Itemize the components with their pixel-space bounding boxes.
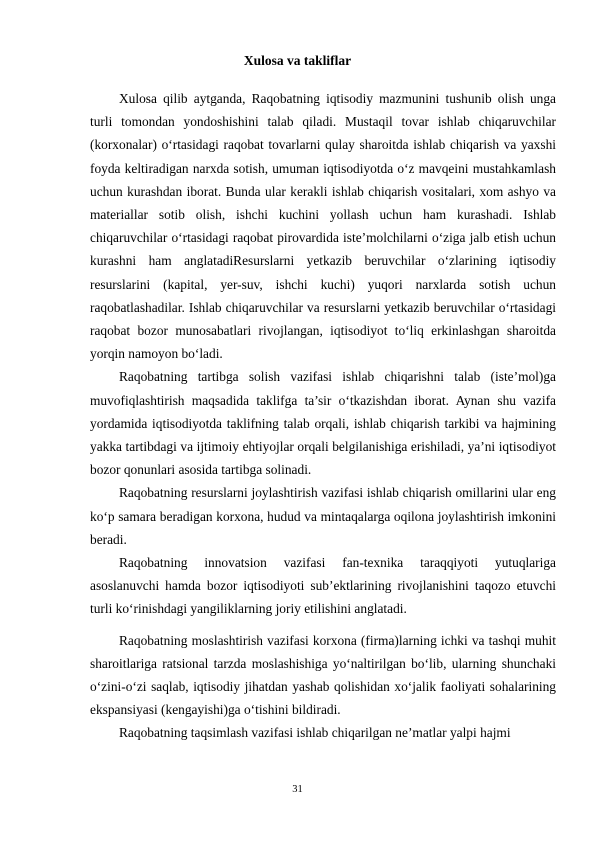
- paragraph-conclusion: Xulosa qilib aytganda, Raqobatning iqtisodiy mazmunini tushunib olish unga turli tomondan yondoshishini talab qiladi. Mustaqil tovar ishlab chiqaruvchilar (korxonalar) o‘rtasidagi raqobat tovarlarni qulay sharoitda ishlab chiqarish va yaxshi foyda keltiradigan narxda sotish, umuman iqtisodiyotda o‘z mavqeini mustahkamlash uchun kurashdan iborat. Bunda ular kerakli ishlab chiqarish vositalari, xom ashyo va materiallar sotib olish, ishchi kuchini yollash uchun ham kurashadi. Ishlab chiqaruvchilar o‘rtasidagi raqobat pirovardida iste’molchilarni o‘ziga jalb etish uchun kurashni ham anglatadiResurslarni yetkazib beruvchilar o‘zlarining iqtisodiy resurslarini (kapital, yer-suv, ishchi kuchi) yuqori narxlarda sotish uchun raqobatlashadilar. Ishlab chiqaruvchilar va resurslarni yetkazib beruvchilar o‘rtasidagi raqobat bozor munosabatlari rivojlangan, iqtisodiyot to‘liq erkinlashgan sharoitda yorqin namoyon bo‘ladi.: [90, 91, 556, 362]
- paragraph-allocation-function: Raqobatning resurslarni joylashtirish vazifasi ishlab chiqarish omillarini ular eng ko‘p samara beradigan korxona, hudud va mintaqalarga oqilona joylashtirish imkonini beradi.: [90, 485, 556, 547]
- paragraph-innovation-function: Raqobatning innovatsion vazifasi fan-texnika taraqqiyoti yutuqlariga asoslanuvchi hamda bozor iqtisodiyoti sub’ektlarining rivojlanishini taqozo etuvchi turli ko‘rinishdagi yangiliklarning joriy etilishini anglatadi.: [90, 555, 556, 617]
- page-title: Xulosa va takliflar: [243, 53, 352, 68]
- paragraph-regulating-function: Raqobatning tartibga solish vazifasi ishlab chiqarishni talab (iste’mol)ga muvofiqlashtirish maqsadida taklifga ta’sir o‘tkazishdan iborat. Aynan shu vazifa yordamida iqtisodiyotda taklifning talab orqali, ishlab chiqarish tarkibi va hajmining yakka tartibdagi va ijtimoiy ehtiyojlar orqali belgilanishiga erishiladi, ya’ni iqtisodiyot bozor qonunlari asosida tartibga solinadi.: [90, 369, 556, 478]
- paragraph-adaptation-function: Raqobatning moslashtirish vazifasi korxona (firma)larning ichki va tashqi muhit sharoitlariga ratsional tarzda moslashishiga yo‘naltirilgan bo‘lib, ularning shunchaki o‘zini-o‘zi saqlab, iqtisodiy jihatdan yashab qolishidan xo‘jalik faoliyati sohalarining ekspansiyasi (kengayishi)ga o‘tishini bildiradi.: [90, 632, 556, 718]
- paragraph-distribution-function: Raqobatning taqsimlash vazifasi ishlab chiqarilgan ne’matlar yalpi hajmi: [119, 725, 511, 741]
- document-body: [90, 87, 556, 745]
- page-number: 31: [292, 784, 303, 795]
